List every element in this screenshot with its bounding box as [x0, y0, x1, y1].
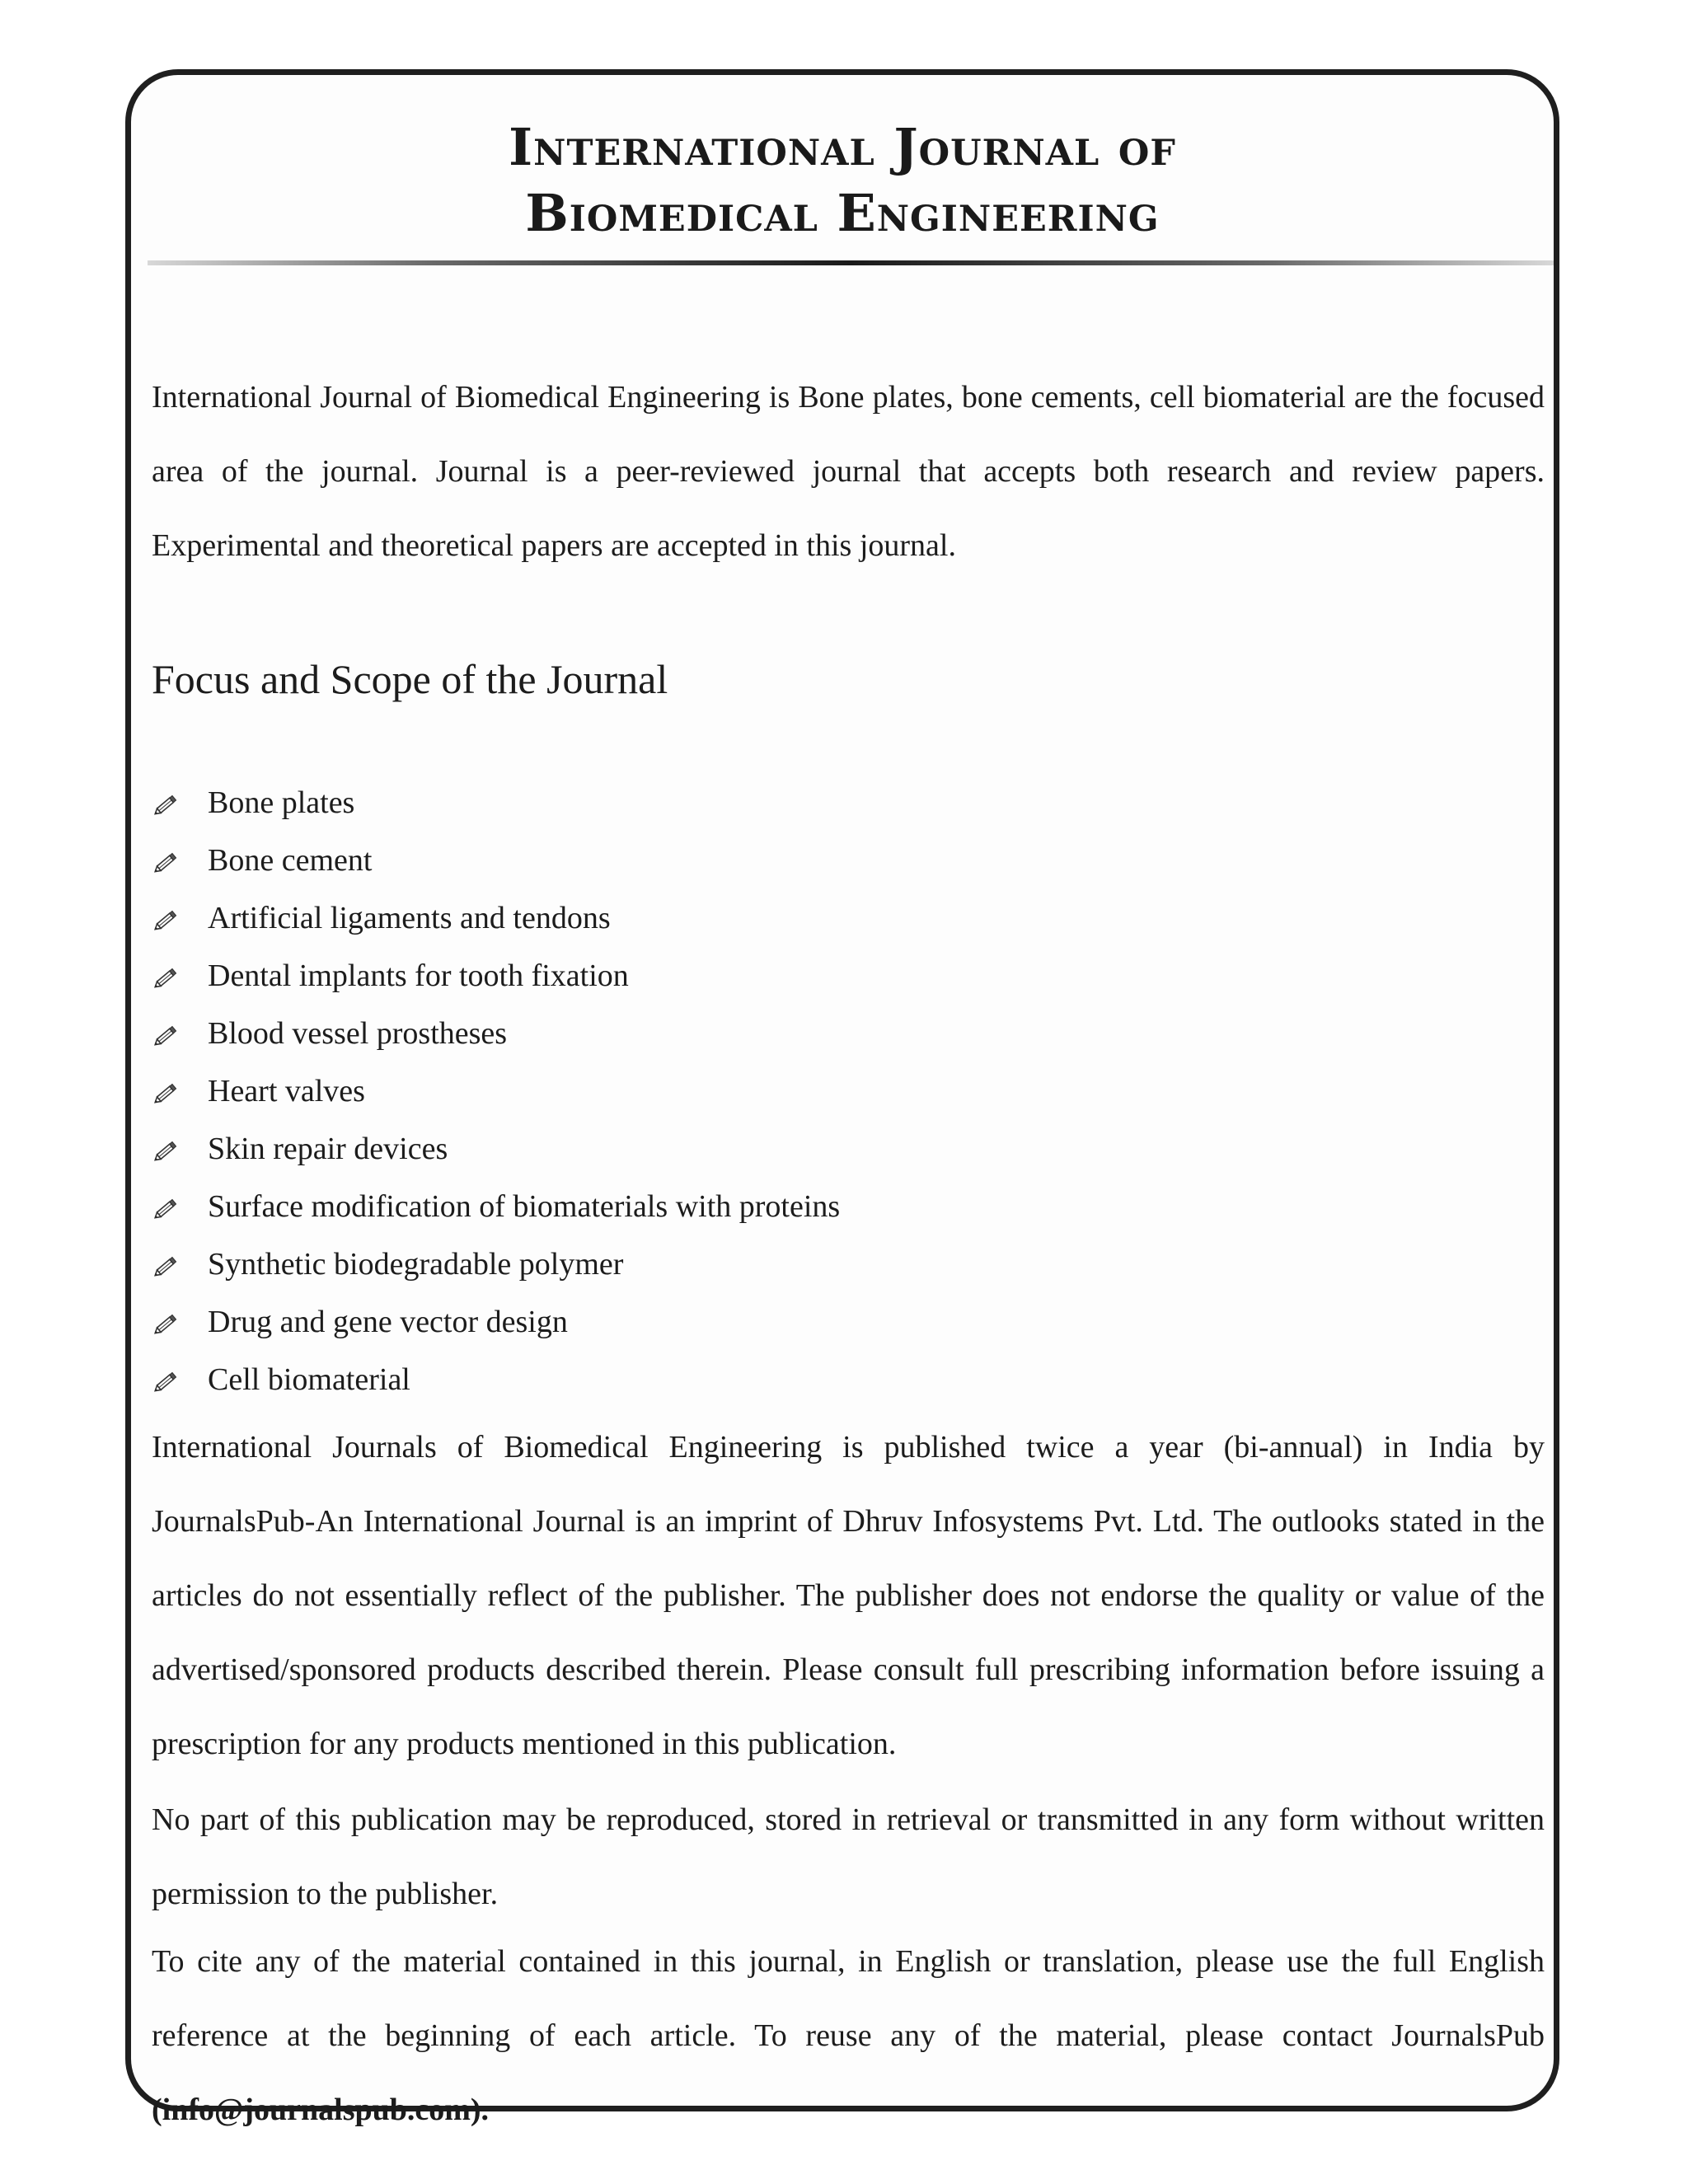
scope-item	[152, 1235, 1545, 1293]
scope-item	[152, 1178, 1545, 1235]
scope-item-label: Bone cement	[208, 843, 373, 878]
citation-note-paragraph	[152, 1924, 1545, 2147]
pencil-icon	[153, 1298, 180, 1324]
pencil-icon	[153, 1067, 180, 1094]
publication-note-paragraph: International Journals of Biomedical Engineering is published twice a year (bi-annual) in India by JournalsPub-An International Journal is an imprint of Dhruv Infosystems Pvt. Ltd. The outlooks stated in the articles do not essentially reflect of the publisher. The publisher does not endorse the quality or value of the advertised/sponsored products described therein. Please consult full prescribing information before issuing a prescription for any products mentioned in this publication.	[152, 1430, 1545, 1761]
focus-scope-heading: Focus and Scope of the Journal	[152, 656, 668, 702]
scope-item	[152, 889, 1545, 947]
scope-item-label: Skin repair devices	[208, 1132, 448, 1166]
pencil-icon	[153, 779, 180, 805]
scope-item	[152, 1005, 1545, 1062]
pencil-icon	[153, 1183, 180, 1209]
pencil-icon	[153, 837, 180, 863]
journal-masthead	[131, 115, 1554, 246]
contact-email: (info@journalspub.com).	[152, 2093, 490, 2127]
citation-note-text: To cite any of the material contained in this journal, in English or translation, please use the full English reference at the beginning of each article. To reuse any of the material, please contact JournalsPub	[152, 1944, 1545, 2053]
scope-item	[152, 832, 1545, 889]
scope-item-label: Surface modification of biomaterials with proteins	[208, 1189, 841, 1224]
rights-note-paragraph: No part of this publication may be reproduced, stored in retrieval or transmitted in any form without written permission to the publisher.	[152, 1802, 1545, 1911]
pencil-icon	[153, 1125, 180, 1151]
scope-item	[152, 1351, 1545, 1408]
scope-item	[152, 947, 1545, 1005]
scope-item	[152, 1293, 1545, 1351]
pencil-icon	[153, 1240, 180, 1267]
pencil-icon	[153, 894, 180, 921]
scope-item-label: Dental implants for tooth fixation	[208, 958, 629, 993]
scope-item-label: Bone plates	[208, 785, 355, 820]
pencil-icon	[153, 1010, 180, 1036]
pencil-icon	[153, 1356, 180, 1382]
scope-item-label: Synthetic biodegradable polymer	[208, 1247, 624, 1282]
page-border-frame	[125, 69, 1559, 2127]
pencil-icon	[153, 952, 180, 978]
masthead-line-2: Biomedical Engineering	[525, 183, 1160, 243]
focus-scope-list	[152, 774, 1545, 1408]
masthead-divider	[148, 260, 1554, 265]
intro-paragraph: International Journal of Biomedical Engineering is Bone plates, bone cements, cell biomaterial are the focused area of the journal. Journal is a peer-reviewed journal that accepts both research and review papers. Experimental and theoretical papers are accepted in this journal.	[152, 380, 1545, 563]
scope-item-label: Heart valves	[208, 1074, 365, 1108]
scope-item-label: Artificial ligaments and tendons	[208, 901, 611, 935]
masthead-line-1: International Journal of	[509, 117, 1176, 177]
scope-item-label: Blood vessel prostheses	[208, 1016, 508, 1051]
scope-item	[152, 1120, 1545, 1178]
scope-item-label: Cell biomaterial	[208, 1362, 410, 1397]
scope-item	[152, 1062, 1545, 1120]
scope-item	[152, 774, 1545, 832]
scope-item-label: Drug and gene vector design	[208, 1305, 568, 1339]
